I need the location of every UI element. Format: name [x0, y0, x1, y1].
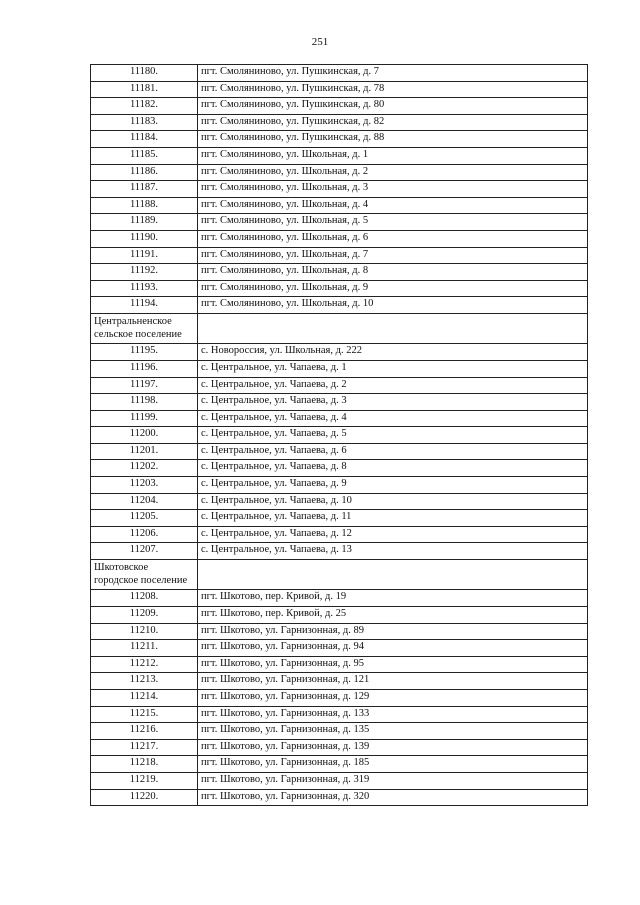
row-number: 11202.: [91, 460, 198, 477]
table-row: [91, 297, 588, 314]
table-row: [91, 706, 588, 723]
row-number: 11181.: [91, 81, 198, 98]
row-number: 11203.: [91, 477, 198, 494]
table-row: [91, 181, 588, 198]
section-row: [91, 560, 588, 590]
row-address: пгт. Шкотово, ул. Гарнизонная, д. 319: [198, 772, 588, 789]
table-row: [91, 460, 588, 477]
row-number: 11214.: [91, 690, 198, 707]
table-row: [91, 427, 588, 444]
row-address: с. Центральное, ул. Чапаева, д. 2: [198, 377, 588, 394]
table-row: [91, 81, 588, 98]
row-address: с. Центральное, ул. Чапаева, д. 3: [198, 394, 588, 411]
row-number: 11193.: [91, 280, 198, 297]
row-number: 11184.: [91, 131, 198, 148]
row-address: пгт. Шкотово, ул. Гарнизонная, д. 133: [198, 706, 588, 723]
row-number: 11212.: [91, 656, 198, 673]
table-row: [91, 590, 588, 607]
row-address: пгт. Смоляниново, ул. Школьная, д. 5: [198, 214, 588, 231]
table-row: [91, 377, 588, 394]
table-row: [91, 394, 588, 411]
row-number: 11216.: [91, 723, 198, 740]
row-address: пгт. Смоляниново, ул. Пушкинская, д. 78: [198, 81, 588, 98]
table-row: [91, 640, 588, 657]
row-number: 11180.: [91, 65, 198, 82]
row-number: 11185.: [91, 147, 198, 164]
table-row: [91, 147, 588, 164]
table-row: [91, 723, 588, 740]
table-row: [91, 264, 588, 281]
table-row: [91, 344, 588, 361]
table-row: [91, 164, 588, 181]
row-number: 11200.: [91, 427, 198, 444]
row-number: 11215.: [91, 706, 198, 723]
row-address: с. Центральное, ул. Чапаева, д. 11: [198, 510, 588, 527]
section-empty-cell: [198, 313, 588, 343]
row-address: пгт. Смоляниново, ул. Школьная, д. 10: [198, 297, 588, 314]
row-address: с. Центральное, ул. Чапаева, д. 9: [198, 477, 588, 494]
table-row: [91, 656, 588, 673]
row-number: 11189.: [91, 214, 198, 231]
row-number: 11197.: [91, 377, 198, 394]
row-address: с. Центральное, ул. Чапаева, д. 10: [198, 493, 588, 510]
table-row: [91, 360, 588, 377]
address-table: [90, 64, 588, 806]
row-number: 11211.: [91, 640, 198, 657]
row-number: 11198.: [91, 394, 198, 411]
table-row: [91, 410, 588, 427]
table-row: [91, 230, 588, 247]
row-number: 11195.: [91, 344, 198, 361]
table-row: [91, 607, 588, 624]
row-address: пгт. Шкотово, ул. Гарнизонная, д. 139: [198, 739, 588, 756]
table-row: [91, 197, 588, 214]
row-address: пгт. Шкотово, ул. Гарнизонная, д. 121: [198, 673, 588, 690]
row-number: 11192.: [91, 264, 198, 281]
row-number: 11199.: [91, 410, 198, 427]
row-address: пгт. Смоляниново, ул. Школьная, д. 8: [198, 264, 588, 281]
table-row: [91, 789, 588, 806]
table-row: [91, 543, 588, 560]
row-address: пгт. Смоляниново, ул. Школьная, д. 7: [198, 247, 588, 264]
row-number: 11205.: [91, 510, 198, 527]
row-number: 11201.: [91, 443, 198, 460]
row-number: 11207.: [91, 543, 198, 560]
table-row: [91, 673, 588, 690]
row-address: пгт. Смоляниново, ул. Школьная, д. 4: [198, 197, 588, 214]
row-address: пгт. Шкотово, ул. Гарнизонная, д. 135: [198, 723, 588, 740]
row-number: 11196.: [91, 360, 198, 377]
row-address: пгт. Шкотово, пер. Кривой, д. 19: [198, 590, 588, 607]
row-address: с. Центральное, ул. Чапаева, д. 6: [198, 443, 588, 460]
table-row: [91, 280, 588, 297]
row-number: 11210.: [91, 623, 198, 640]
table-row: [91, 65, 588, 82]
table-row: [91, 510, 588, 527]
row-number: 11188.: [91, 197, 198, 214]
table-row: [91, 756, 588, 773]
row-number: 11183.: [91, 114, 198, 131]
row-address: пгт. Шкотово, ул. Гарнизонная, д. 89: [198, 623, 588, 640]
row-address: пгт. Смоляниново, ул. Школьная, д. 3: [198, 181, 588, 198]
row-number: 11217.: [91, 739, 198, 756]
row-address: пгт. Шкотово, ул. Гарнизонная, д. 94: [198, 640, 588, 657]
row-address: с. Центральное, ул. Чапаева, д. 5: [198, 427, 588, 444]
row-number: 11213.: [91, 673, 198, 690]
page-number: 251: [311, 36, 329, 48]
row-address: пгт. Шкотово, ул. Гарнизонная, д. 185: [198, 756, 588, 773]
table-row: [91, 114, 588, 131]
section-row: [91, 313, 588, 343]
row-number: 11191.: [91, 247, 198, 264]
table-row: [91, 98, 588, 115]
row-number: 11204.: [91, 493, 198, 510]
row-number: 11220.: [91, 789, 198, 806]
row-number: 11206.: [91, 526, 198, 543]
row-address: с. Центральное, ул. Чапаева, д. 1: [198, 360, 588, 377]
row-address: пгт. Смоляниново, ул. Школьная, д. 9: [198, 280, 588, 297]
row-address: пгт. Шкотово, ул. Гарнизонная, д. 129: [198, 690, 588, 707]
table-row: [91, 690, 588, 707]
row-address: пгт. Смоляниново, ул. Пушкинская, д. 7: [198, 65, 588, 82]
row-address: пгт. Смоляниново, ул. Пушкинская, д. 80: [198, 98, 588, 115]
row-address: пгт. Смоляниново, ул. Школьная, д. 1: [198, 147, 588, 164]
row-number: 11187.: [91, 181, 198, 198]
section-name: Шкотовское городское поселение: [91, 560, 198, 590]
table-row: [91, 214, 588, 231]
row-number: 11218.: [91, 756, 198, 773]
row-address: с. Центральное, ул. Чапаева, д. 4: [198, 410, 588, 427]
row-address: пгт. Шкотово, пер. Кривой, д. 25: [198, 607, 588, 624]
row-address: пгт. Шкотово, ул. Гарнизонная, д. 320: [198, 789, 588, 806]
row-number: 11219.: [91, 772, 198, 789]
row-address: с. Новороссия, ул. Школьная, д. 222: [198, 344, 588, 361]
table-row: [91, 772, 588, 789]
row-number: 11194.: [91, 297, 198, 314]
table-row: [91, 739, 588, 756]
row-address: с. Центральное, ул. Чапаева, д. 8: [198, 460, 588, 477]
table-row: [91, 477, 588, 494]
table-row: [91, 247, 588, 264]
row-address: с. Центральное, ул. Чапаева, д. 13: [198, 543, 588, 560]
row-address: пгт. Смоляниново, ул. Школьная, д. 6: [198, 230, 588, 247]
row-number: 11208.: [91, 590, 198, 607]
row-number: 11209.: [91, 607, 198, 624]
row-number: 11186.: [91, 164, 198, 181]
section-empty-cell: [198, 560, 588, 590]
row-address: пгт. Шкотово, ул. Гарнизонная, д. 95: [198, 656, 588, 673]
table-row: [91, 493, 588, 510]
table-row: [91, 526, 588, 543]
row-address: с. Центральное, ул. Чапаева, д. 12: [198, 526, 588, 543]
table-row: [91, 623, 588, 640]
section-name: Центральненское сельское поселение: [91, 313, 198, 343]
table-row: [91, 443, 588, 460]
row-address: пгт. Смоляниново, ул. Школьная, д. 2: [198, 164, 588, 181]
row-address: пгт. Смоляниново, ул. Пушкинская, д. 88: [198, 131, 588, 148]
row-number: 11182.: [91, 98, 198, 115]
row-address: пгт. Смоляниново, ул. Пушкинская, д. 82: [198, 114, 588, 131]
table-row: [91, 131, 588, 148]
row-number: 11190.: [91, 230, 198, 247]
address-table-body: [91, 65, 588, 806]
